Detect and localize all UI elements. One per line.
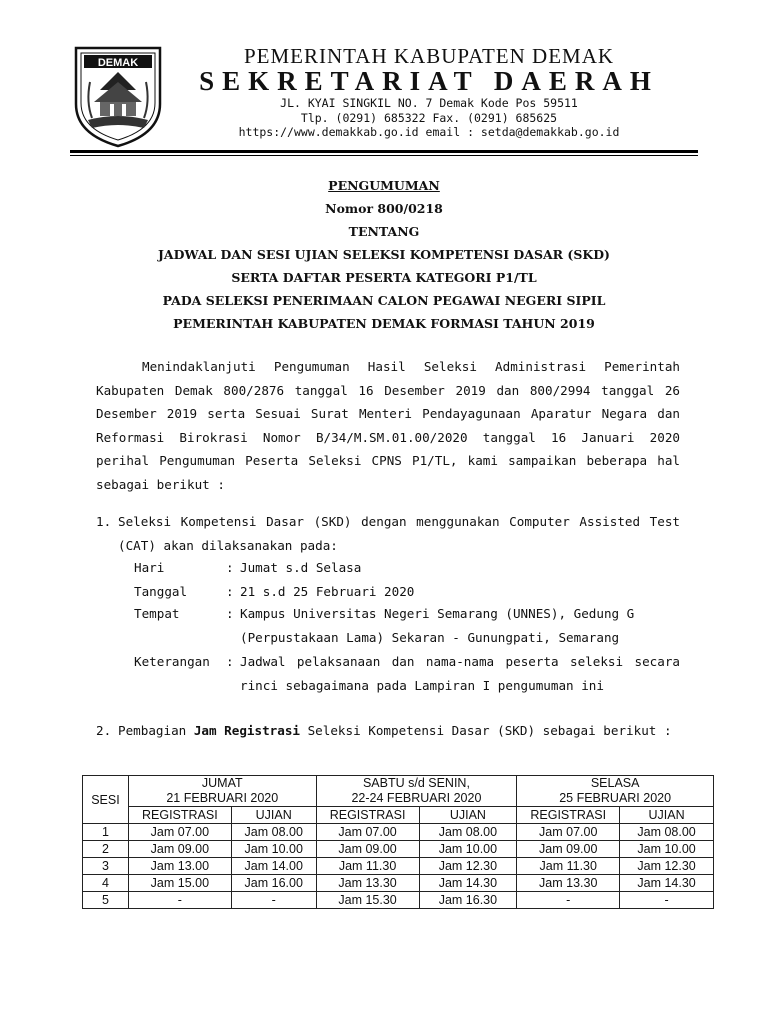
table-row (83, 841, 714, 858)
subheader-cell: REGISTRASI (128, 807, 231, 824)
detail-separator: : (226, 560, 234, 575)
detail-label: Tempat (134, 606, 180, 621)
detail-value: 21 s.d 25 Februari 2020 (240, 584, 415, 599)
time-cell: Jam 07.00 (517, 824, 620, 841)
announcement-number: Nomor 800/0218 (325, 201, 443, 216)
letterhead-rule-thick (70, 150, 698, 153)
time-cell: Jam 07.00 (316, 824, 419, 841)
detail-value: Jadwal pelaksanaan dan nama-nama peserta seleksi secara rinci sebagaimana pada Lampiran I pengumuman ini (240, 654, 680, 693)
item2-number: 2. (96, 723, 112, 738)
time-cell: Jam 10.00 (231, 841, 316, 858)
time-cell: Jam 08.00 (419, 824, 517, 841)
logo-text: DEMAK (97, 57, 139, 69)
office-web-email: https://www.demakkab.go.id email : setda@demakkab.go.id (238, 125, 620, 139)
time-cell: Jam 13.30 (517, 875, 620, 892)
time-cell: Jam 12.30 (419, 858, 517, 875)
item2-text-before: Pembagian (118, 723, 187, 738)
detail-value: Kampus Universitas Negeri Semarang (UNNES), Gedung G (Perpustakaan Lama) Sekaran - Gunungpati, Semarang (240, 606, 635, 645)
sesi-number-cell: 1 (83, 824, 129, 841)
item2-bold-term: Jam Registrasi (193, 723, 300, 738)
detail-label: Keterangan (134, 654, 210, 669)
announcement-about: TENTANG (348, 224, 420, 239)
time-cell: Jam 16.00 (231, 875, 316, 892)
time-cell: Jam 09.00 (517, 841, 620, 858)
table-header-row (83, 776, 714, 807)
detail-separator: : (226, 606, 234, 621)
detail-value: Jumat s.d Selasa (240, 560, 362, 575)
time-cell: Jam 14.00 (231, 858, 316, 875)
sesi-number-cell: 3 (83, 858, 129, 875)
subheader-cell: REGISTRASI (316, 807, 419, 824)
time-cell: Jam 14.30 (419, 875, 517, 892)
announcement-title-line4: PEMERINTAH KABUPATEN DEMAK FORMASI TAHUN 2019 (173, 316, 595, 331)
detail-label: Hari (134, 560, 165, 575)
announcement-title-line2: SERTA DAFTAR PESERTA KATEGORI P1/TL (231, 270, 537, 285)
subheader-cell: UJIAN (620, 807, 714, 824)
sesi-header: SESI (83, 776, 129, 824)
time-cell: Jam 15.30 (316, 892, 419, 909)
sesi-number-cell: 4 (83, 875, 129, 892)
table-row (83, 875, 714, 892)
subheader-cell: UJIAN (419, 807, 517, 824)
announcement-title-line3: PADA SELEKSI PENERIMAAN CALON PEGAWAI NEGERI SIPIL (162, 293, 606, 308)
subheader-cell: REGISTRASI (517, 807, 620, 824)
item1-text: Seleksi Kompetensi Dasar (SKD) dengan menggunakan Computer Assisted Test (CAT) akan dilaksanakan pada: (118, 514, 680, 553)
item1-number: 1. (96, 514, 112, 529)
time-cell: Jam 16.30 (419, 892, 517, 909)
sesi-number-cell: 5 (83, 892, 129, 909)
time-cell: Jam 11.30 (517, 858, 620, 875)
detail-separator: : (226, 654, 234, 669)
office-address: JL. KYAI SINGKIL NO. 7 Demak Kode Pos 59511 (280, 96, 578, 110)
time-cell: Jam 12.30 (620, 858, 714, 875)
time-cell: Jam 08.00 (231, 824, 316, 841)
item2-text (118, 719, 680, 743)
table-row (83, 892, 714, 909)
announcement-title-line1: JADWAL DAN SESI UJIAN SELEKSI KOMPETENSI DASAR (SKD) (158, 247, 610, 262)
letterhead-rule-thin (70, 155, 698, 156)
time-cell: - (517, 892, 620, 909)
table-body (83, 824, 714, 909)
table-row (83, 824, 714, 841)
time-cell: Jam 11.30 (316, 858, 419, 875)
time-cell: Jam 09.00 (316, 841, 419, 858)
table-row (83, 858, 714, 875)
time-cell: Jam 09.00 (128, 841, 231, 858)
day-header-selasa: SELASA 25 FEBRUARI 2020 (517, 776, 714, 807)
detail-separator: : (226, 584, 234, 599)
time-cell: Jam 07.00 (128, 824, 231, 841)
registration-schedule-table (82, 775, 714, 909)
time-cell: Jam 13.30 (316, 875, 419, 892)
government-name: PEMERINTAH KABUPATEN DEMAK (243, 44, 615, 68)
announcement-type: PENGUMUMAN (328, 178, 440, 193)
time-cell: Jam 13.00 (128, 858, 231, 875)
subheader-cell: UJIAN (231, 807, 316, 824)
time-cell: Jam 10.00 (419, 841, 517, 858)
time-cell: Jam 15.00 (128, 875, 231, 892)
sesi-number-cell: 2 (83, 841, 129, 858)
office-name: SEKRETARIAT DAERAH (199, 66, 659, 96)
day-header-jumat: JUMAT 21 FEBRUARI 2020 (128, 776, 316, 807)
time-cell: - (231, 892, 316, 909)
time-cell: Jam 08.00 (620, 824, 714, 841)
day-header-sabtu-senin: SABTU s/d SENIN, 22-24 FEBRUARI 2020 (316, 776, 517, 807)
office-phone: Tlp. (0291) 685322 Fax. (0291) 685625 (300, 111, 558, 125)
table-subheader-row (83, 807, 714, 824)
detail-label: Tanggal (134, 584, 188, 599)
time-cell: Jam 14.30 (620, 875, 714, 892)
item2-text-after: Seleksi Kompetensi Dasar (SKD) sebagai berikut : (307, 723, 672, 738)
time-cell: - (128, 892, 231, 909)
time-cell: - (620, 892, 714, 909)
time-cell: Jam 10.00 (620, 841, 714, 858)
intro-paragraph: Menindaklanjuti Pengumuman Hasil Seleksi Administrasi Pemerintah Kabupaten Demak 800/2876 tanggal 16 Desember 2019 dan 800/2994 tanggal 26 Desember 2019 serta Sesuai Surat Menteri Pendayagunaan Aparatur Negara dan Reformasi Birokrasi Nomor B/34/M.SM.01.00/2020 tanggal 16 Januari 2020 perihal Pengumuman Peserta Seleksi CPNS P1/TL, kami sampaikan beberapa hal sebagai berikut : (96, 359, 680, 492)
